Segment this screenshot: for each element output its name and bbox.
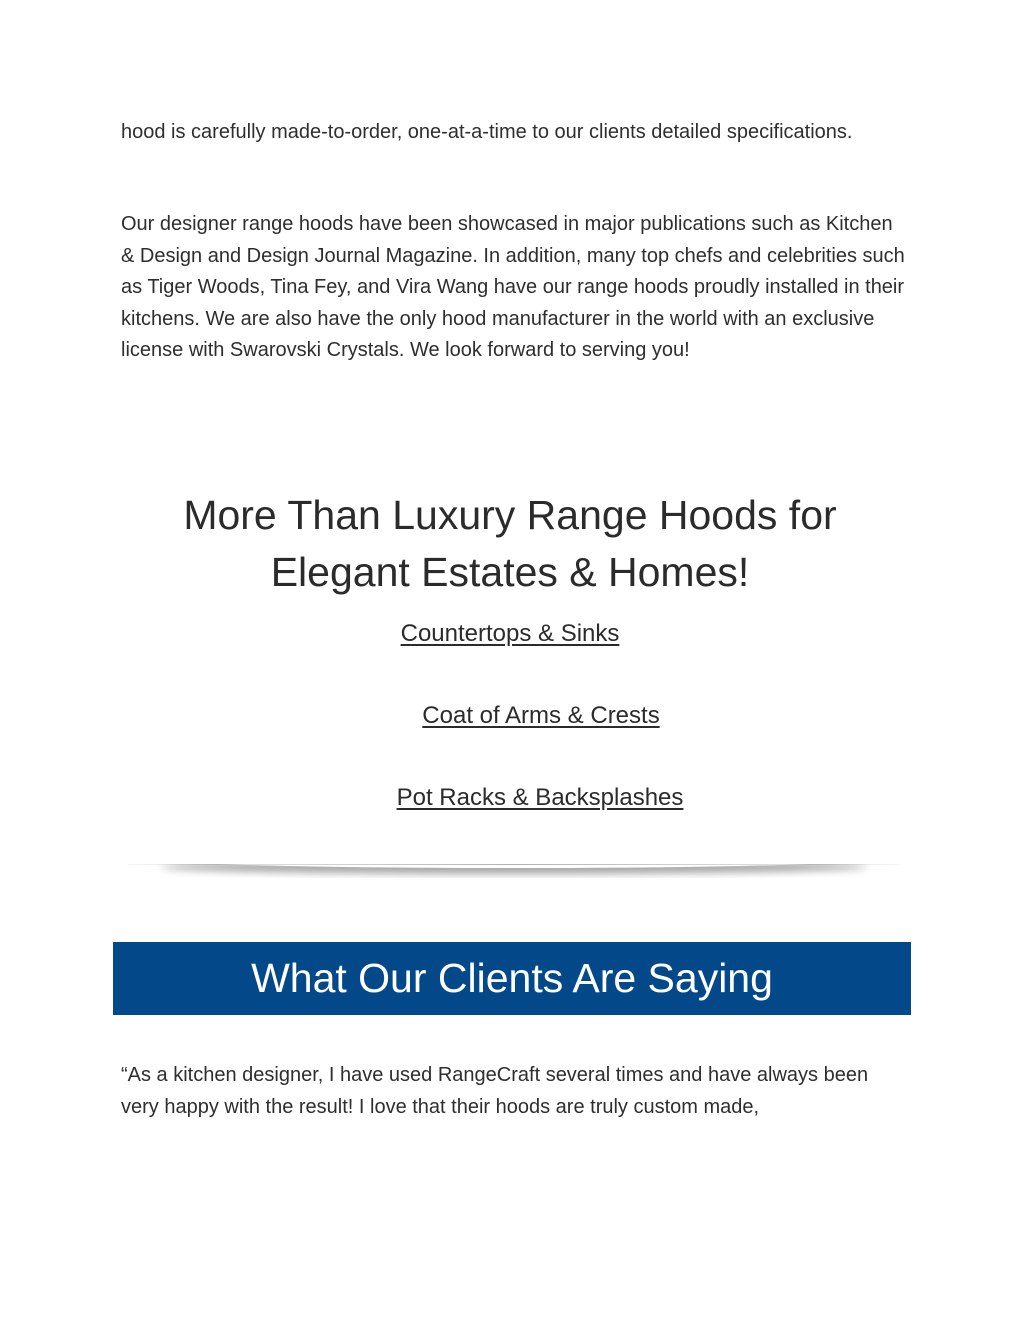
coat-of-arms-crests-link[interactable]: Coat of Arms & Crests [422, 702, 660, 729]
section-heading-line-2: Elegant Estates & Homes! [270, 549, 750, 595]
pot-racks-backsplashes-link[interactable]: Pot Racks & Backsplashes [396, 784, 684, 811]
clients-banner [113, 942, 911, 1015]
testimonial-paragraph: “As a kitchen designer, I have used RangeCraft several times and have always been very happy with the result! I love that their hoods are truly custom made, [121, 1064, 869, 1118]
countertops-sinks-link[interactable]: Countertops & Sinks [400, 620, 620, 647]
intro-paragraph: hood is carefully made-to-order, one-at-a-time to our clients detailed specifications. [121, 121, 853, 143]
section-heading-line-1: More Than Luxury Range Hoods for [183, 492, 837, 538]
section-heading [0, 487, 1022, 601]
publications-paragraph: Our designer range hoods have been showcased in major publications such as Kitchen & Design and Design Journal Magazine. In addition, many top chefs and celebrities such as Tiger Woods, Tina Fey, and Vira Wang have our range hoods proudly installed in their kitchens. We are also have the only hood manufacturer in the world with an exclusive license with Swarovski Crystals. We look forward to serving you! [121, 213, 905, 361]
shadow-divider [128, 864, 900, 878]
clients-banner-title: What Our Clients Are Saying [251, 955, 773, 1001]
